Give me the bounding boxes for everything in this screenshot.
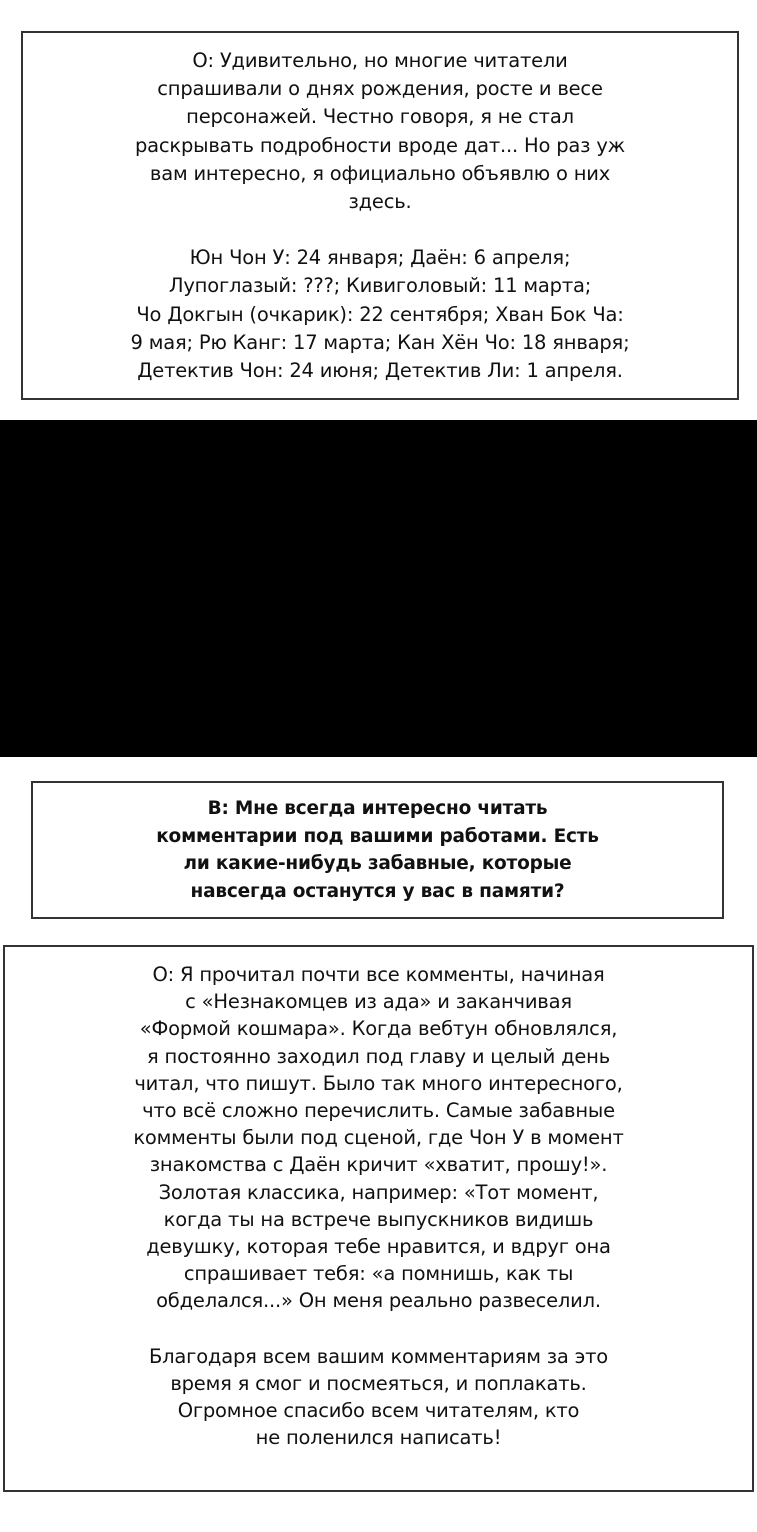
answer-comments-paragraph xyxy=(5,961,752,1315)
text-line: когда ты на встрече выпускников видишь xyxy=(163,1207,594,1231)
answer-box-birthdays xyxy=(21,31,739,400)
text-line: здесь. xyxy=(348,190,412,214)
text-line: с «Незнакомцев из ада» и заканчивая xyxy=(185,990,572,1014)
text-line: я постоянно заходил под главу и целый день xyxy=(146,1044,611,1068)
text-line: В: Мне всегда интересно читать xyxy=(207,798,548,819)
text-line: время я смог и посмеяться, и поплакать. xyxy=(170,1371,587,1395)
text-line: спрашивает тебя: «а помнишь, как ты xyxy=(183,1262,574,1286)
answer-box-comments xyxy=(3,945,754,1492)
answer-intro-paragraph xyxy=(23,47,737,216)
text-line: О: Удивительно, но многие читатели xyxy=(192,49,568,72)
text-line: персонажей. Честно говоря, я не стал xyxy=(186,105,574,129)
thanks-paragraph xyxy=(5,1343,752,1452)
birthday-list-paragraph xyxy=(23,244,737,385)
text-line: навсегда останутся у вас в памяти? xyxy=(190,880,565,902)
question-paragraph xyxy=(33,795,722,905)
text-line: читал, что пишут. Было так много интересного, xyxy=(134,1071,623,1095)
text-line: знакомства с Даён кричит «хватит, прошу!». xyxy=(149,1153,608,1177)
text-line: что всё сложно перечислить. Самые забавные xyxy=(142,1099,615,1123)
text-line: Лупоглазый: ???; Кивиголовый: 11 марта; xyxy=(168,274,592,298)
text-line: «Формой кошмара». Когда вебтун обновлялся, xyxy=(139,1017,618,1041)
question-box-comments xyxy=(31,781,724,919)
text-line: обделался...» Он меня реально развеселил. xyxy=(156,1289,601,1313)
text-line: Огромное спасибо всем читателям, кто xyxy=(177,1399,580,1423)
text-line: О: Я прочитал почти все комменты, начиная xyxy=(152,963,605,986)
text-line: Золотая классика, например: «Тот момент, xyxy=(158,1180,599,1204)
text-line: Юн Чон У: 24 января; Даён: 6 апреля; xyxy=(189,246,571,270)
text-line: вам интересно, я официально объявлю о них xyxy=(149,161,611,185)
text-line: Детектив Чон: 24 июня; Детектив Ли: 1 апреля. xyxy=(137,359,623,383)
black-panel xyxy=(0,420,757,757)
text-line: Чо Докгын (очкарик): 22 сентября; Хван Бок Ча: xyxy=(136,302,624,326)
text-line: девушку, которая тебе нравится, и вдруг она xyxy=(146,1235,611,1259)
text-line: комментарии под вашими работами. Есть xyxy=(156,825,599,847)
text-line: ли какие-нибудь забавные, которые xyxy=(183,853,572,874)
text-line: спрашивали о днях рождения, росте и весе xyxy=(157,77,603,101)
text-line: раскрывать подробности вроде дат... Но раз уж xyxy=(134,133,626,157)
text-line: 9 мая; Рю Канг: 17 марта; Кан Хён Чо: 18 января; xyxy=(130,330,630,354)
text-line: не поленился написать! xyxy=(255,1426,502,1450)
text-line: Благодаря всем вашим комментариям за это xyxy=(148,1344,609,1368)
text-line: комменты были под сценой, где Чон У в момент xyxy=(133,1126,624,1150)
